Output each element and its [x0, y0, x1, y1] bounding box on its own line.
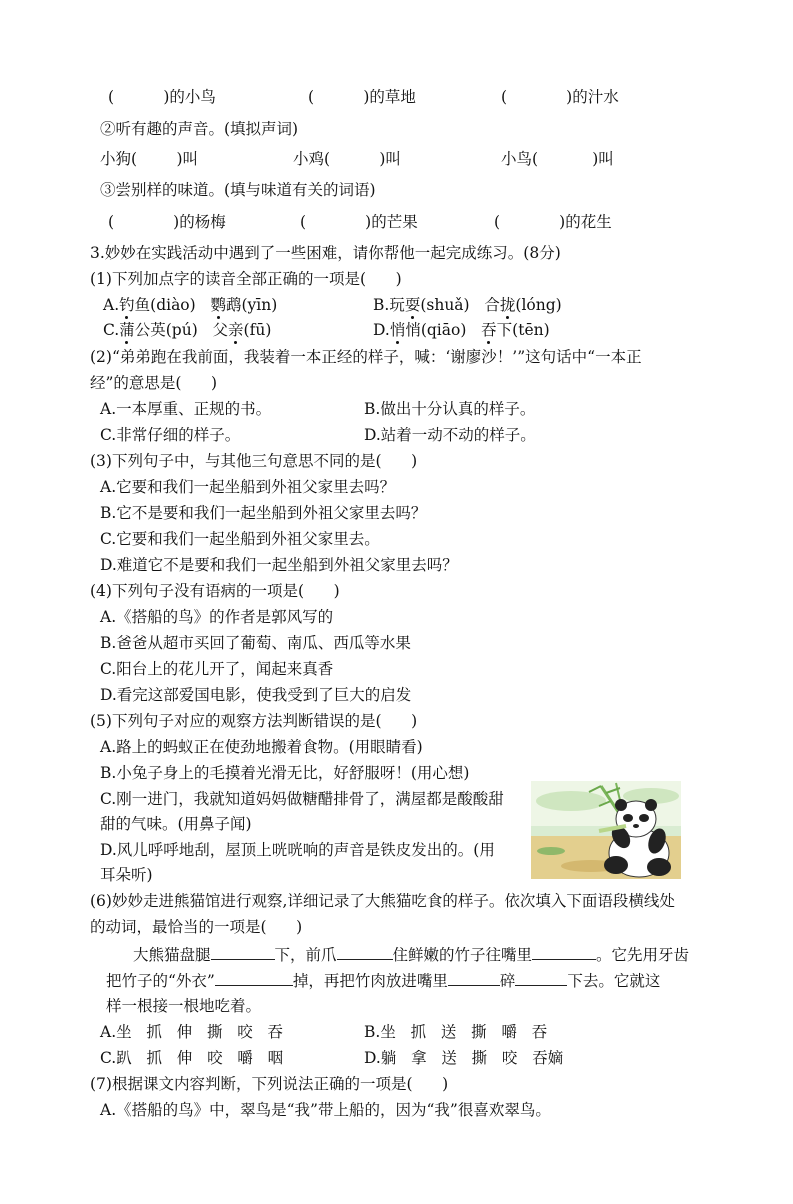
- fill-blank-bird[interactable]: ( )的小鸟: [108, 88, 216, 106]
- q5-option-c-line2[interactable]: 甜的气味。(用鼻子闻): [100, 815, 252, 833]
- section-3-title: 3.妙妙在实践活动中遇到了一些困难，请你帮他一起完成练习。(8分): [90, 244, 561, 262]
- q6-option-a[interactable]: A.坐 抓 伸 撕 咬 吞: [100, 1023, 284, 1041]
- panda-illustration: [531, 781, 681, 879]
- blank-3[interactable]: [532, 944, 596, 960]
- blank-2[interactable]: [337, 944, 393, 960]
- question-3-stem: (3)下列句子中，与其他三句意思不同的是( ): [90, 452, 418, 470]
- fill-blank-juice[interactable]: ( )的汁水: [501, 88, 619, 106]
- fill-blank-mango[interactable]: ( )的芒果: [300, 213, 418, 231]
- q1-option-c[interactable]: C.蒲公英(pú) 父亲(fū): [103, 321, 272, 339]
- fill-blank-peanut[interactable]: ( )的花生: [494, 213, 612, 231]
- q3-option-d[interactable]: D.难道它不是要和我们一起坐船到外祖父家里去吗？: [100, 556, 458, 574]
- q2-option-a[interactable]: A.一本厚重、正规的书。: [100, 400, 272, 418]
- q2-option-c[interactable]: C.非常仔细的样子。: [100, 426, 241, 444]
- fill-blank-dog[interactable]: 小狗( )叫: [100, 150, 199, 168]
- q5-option-c-line1[interactable]: C.刚一进门，我就知道妈妈做糖醋排骨了，满屋都是酸酸甜: [100, 790, 504, 808]
- q3-option-a[interactable]: A.它要和我们一起坐船到外祖父家里去吗？: [100, 478, 396, 496]
- fill-blank-chicken[interactable]: 小鸡( )叫: [293, 150, 401, 168]
- blank-1[interactable]: [211, 944, 275, 960]
- question-6-stem-line1: (6)妙妙走进熊猫馆进行观察,详细记录了大熊猫吃食的样子。依次填入下面语段横线处: [90, 892, 675, 910]
- q2-option-d[interactable]: D.站着一动不动的样子。: [364, 426, 536, 444]
- fill-blank-bayberry[interactable]: ( )的杨梅: [108, 213, 226, 231]
- question-5-stem: (5)下列句子对应的观察方法判断错误的是( ): [90, 712, 418, 730]
- q6-passage-line1: 大熊猫盘腿 下，前爪 住鲜嫩的竹子往嘴里 。它先用牙齿: [133, 946, 690, 964]
- sub-question-sounds: ②听有趣的声音。(填拟声词): [100, 120, 299, 138]
- q3-option-b[interactable]: B.它不是要和我们一起坐船到外祖父家里去吗？: [100, 504, 427, 522]
- q4-option-c[interactable]: C.阳台上的花儿开了，闻起来真香: [100, 660, 334, 678]
- q5-option-d-line1[interactable]: D.风儿呼呼地刮，屋顶上咣咣响的声音是铁皮发出的。(用: [100, 841, 495, 859]
- q6-passage-line3: 样一根接一根地吃着。: [106, 997, 262, 1015]
- fill-blank-grass[interactable]: ( )的草地: [308, 88, 416, 106]
- question-4-stem: (4)下列句子没有语病的一项是( ): [90, 582, 340, 600]
- q5-option-b[interactable]: B.小兔子身上的毛摸着光滑无比，好舒服呀！(用心想): [100, 764, 470, 782]
- q2-option-b[interactable]: B.做出十分认真的样子。: [364, 400, 536, 418]
- question-2-stem-line1: (2)“弟弟跑在我前面，我装着一本正经的样子，喊：‘谢廖沙！’”这句话中“一本正: [90, 348, 642, 366]
- blank-5[interactable]: [448, 970, 500, 986]
- question-2-stem-line2: 经”的意思是( ): [90, 374, 218, 392]
- q3-option-c[interactable]: C.它要和我们一起坐船到外祖父家里去。: [100, 530, 380, 548]
- q5-option-d-line2[interactable]: 耳朵听): [100, 866, 153, 884]
- q7-option-a[interactable]: A.《搭船的鸟》中，翠鸟是“我”带上船的，因为“我”很喜欢翠鸟。: [100, 1101, 551, 1119]
- sub-question-tastes: ③尝别样的味道。(填与味道有关的词语): [100, 181, 376, 199]
- blank-4[interactable]: [215, 970, 293, 986]
- q1-option-d[interactable]: D.悄悄(qiāo) 吞下(tēn): [373, 321, 550, 339]
- q6-option-d[interactable]: D.躺 拿 送 撕 咬 吞嫡: [364, 1049, 564, 1067]
- q6-option-c[interactable]: C.趴 抓 伸 咬 嚼 咽: [100, 1049, 284, 1067]
- q5-option-a[interactable]: A.路上的蚂蚁正在使劲地搬着食物。(用眼睛看): [100, 738, 423, 756]
- q1-option-a[interactable]: A.钓鱼(diào) 鹦鹉(yīn): [103, 296, 278, 314]
- q4-option-a[interactable]: A.《搭船的鸟》的作者是郭风写的: [100, 608, 334, 626]
- q6-passage-line2: 把竹子的“外衣” 掉，再把竹肉放进嘴里 碎 下去。它就这: [106, 972, 661, 990]
- fill-blank-small-bird[interactable]: 小鸟( )叫: [501, 150, 614, 168]
- q4-option-d[interactable]: D.看完这部爱国电影，使我受到了巨大的启发: [100, 686, 412, 704]
- question-6-stem-line2: 的动词，最恰当的一项是( ): [90, 918, 303, 936]
- q6-option-b[interactable]: B.坐 抓 送 撕 嚼 吞: [364, 1023, 548, 1041]
- question-7-stem: (7)根据课文内容判断，下列说法正确的一项是( ): [90, 1075, 449, 1093]
- q1-option-b[interactable]: B.玩耍(shuǎ) 合拢(lóng): [373, 296, 562, 314]
- blank-6[interactable]: [515, 970, 567, 986]
- q4-option-b[interactable]: B.爸爸从超市买回了葡萄、南瓜、西瓜等水果: [100, 634, 411, 652]
- question-1-stem: (1)下列加点字的读音全部正确的一项是( ): [90, 270, 402, 288]
